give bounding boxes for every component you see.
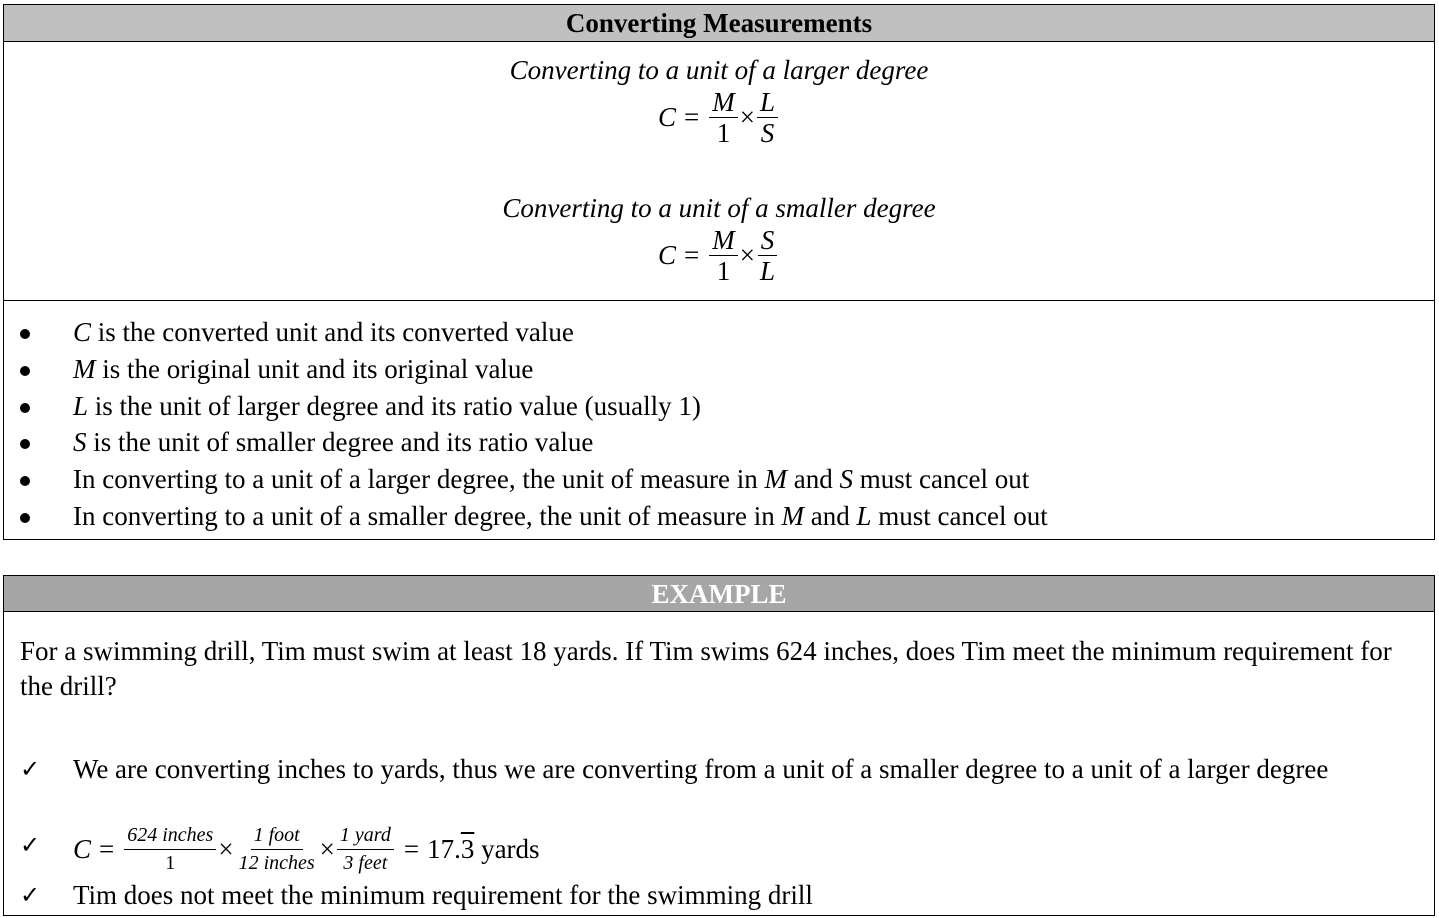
equals-sign: = [684, 102, 700, 132]
larger-degree-formula [4, 87, 1434, 148]
fraction-m-over-1 [709, 225, 738, 286]
result-unit: yards [474, 833, 540, 864]
denominator: 12 inches [238, 851, 315, 874]
definition-text: must cancel out [871, 500, 1048, 531]
fraction-l-over-s [757, 87, 778, 148]
step-text: Tim does not meet the minimum requirement for the swimming drill [73, 880, 813, 910]
definition-item [4, 388, 1434, 425]
step-text: We are converting inches to yards, thus we are converting from a unit of a smaller degree to a unit of a larger degree [73, 754, 1329, 784]
fraction-foot-per-inches [236, 822, 318, 877]
example-title: EXAMPLE [4, 576, 1434, 612]
definition-item [4, 498, 1434, 535]
variable: L [856, 500, 872, 531]
numerator: M [709, 225, 738, 256]
denominator: 3 feet [343, 851, 388, 874]
solution-steps [4, 752, 1434, 914]
denominator: 1 [716, 256, 731, 286]
solution-step [4, 752, 1434, 824]
bullet-icon [20, 476, 30, 486]
variable: M [781, 500, 805, 531]
denominator: S [760, 118, 775, 148]
variable: M [73, 353, 96, 384]
fraction-s-over-l [757, 225, 778, 286]
variable: S [839, 464, 853, 495]
variable: S [73, 427, 87, 458]
variable: M [764, 464, 788, 495]
denominator: 1 [165, 851, 176, 874]
definition-item [4, 314, 1434, 351]
times-sign: × [218, 833, 234, 864]
times-sign: × [739, 240, 755, 270]
definition-text: is the unit of larger degree and its ratio value (usually 1) [88, 390, 701, 421]
definition-text: and [804, 500, 857, 531]
variable: L [73, 390, 89, 421]
definition-text: and [787, 464, 840, 495]
checkmark-icon: ✓ [20, 881, 41, 909]
formula-lhs: C [657, 102, 676, 132]
equals-sign: = [684, 240, 700, 270]
conversion-equation [73, 820, 1434, 878]
problem-statement: For a swimming drill, Tim must swim at least 18 yards. If Tim swims 624 inches, does Tim meet the minimum requirement for the drill? [20, 636, 1392, 701]
times-sign: × [319, 833, 335, 864]
definition-item [4, 461, 1434, 498]
bullet-icon [20, 329, 30, 339]
numerator: 624 inches [124, 822, 216, 850]
definition-item [4, 351, 1434, 388]
smaller-degree-title: Converting to a unit of a smaller degree [502, 193, 936, 223]
checkmark-icon: ✓ [20, 831, 41, 859]
numerator: L [757, 87, 778, 118]
fraction-yard-per-feet [337, 822, 394, 877]
solution-step [4, 820, 1434, 878]
fraction-624-inches [124, 822, 216, 877]
numerator: 1 yard [337, 822, 394, 850]
denominator: 1 [716, 118, 731, 148]
numerator: 1 foot [251, 822, 303, 850]
times-sign: × [739, 102, 755, 132]
definition-text: is the unit of smaller degree and its ratio value [86, 427, 594, 458]
formula-lhs: C [73, 833, 92, 864]
definition-text: is the original unit and its original value [95, 353, 534, 384]
numerator: M [709, 87, 738, 118]
repeating-digit: 3 [460, 833, 475, 864]
smaller-degree-formula [4, 225, 1434, 286]
solution-step [4, 878, 1434, 914]
bullet-icon [20, 366, 30, 376]
result-value: 17. [427, 833, 461, 864]
definitions-list [4, 314, 1434, 535]
formulas-section [4, 42, 1434, 301]
variable: C [73, 317, 92, 347]
definition-item [4, 424, 1434, 461]
formula-lhs: C [657, 240, 676, 270]
equals-sign: = [99, 833, 115, 864]
example-box [3, 575, 1435, 916]
definition-text: In converting to a unit of a smaller degree, the unit of measure in [73, 500, 782, 531]
fraction-m-over-1 [709, 87, 738, 148]
bullet-icon [20, 403, 30, 413]
definition-text: In converting to a unit of a larger degree, the unit of measure in [73, 464, 765, 495]
definition-text: is the converted unit and its converted value [91, 317, 574, 347]
equals-sign: = [403, 833, 420, 864]
definition-text: must cancel out [853, 464, 1030, 495]
numerator: S [758, 225, 778, 256]
converting-measurements-box [3, 4, 1435, 540]
bullet-icon [20, 439, 30, 449]
bullet-icon [20, 513, 30, 523]
larger-degree-title: Converting to a unit of a larger degree [509, 55, 929, 85]
checkmark-icon: ✓ [20, 755, 41, 783]
denominator: L [759, 256, 775, 286]
box-title: Converting Measurements [4, 5, 1434, 42]
